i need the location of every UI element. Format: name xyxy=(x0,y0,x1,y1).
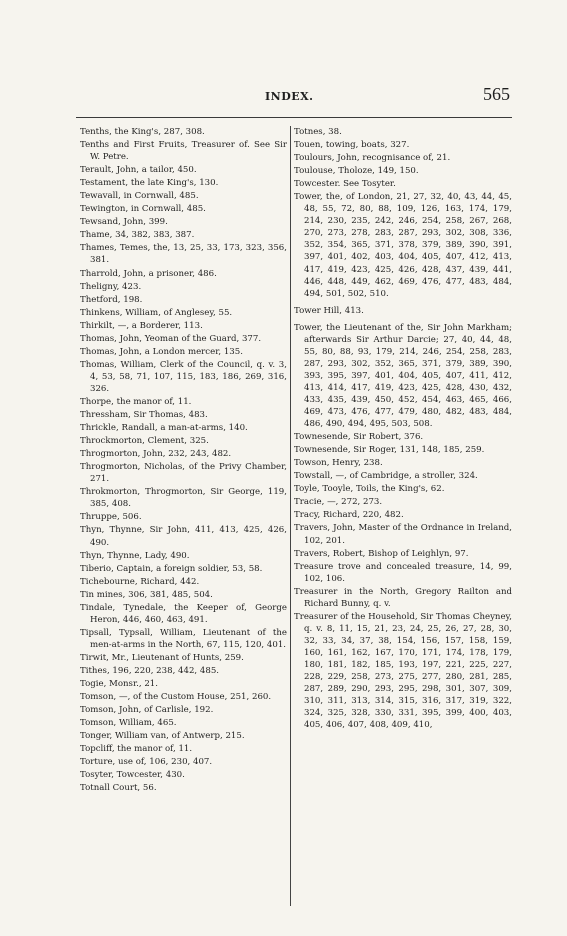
index-entry: Thorpe, the manor of, 11. xyxy=(80,396,192,407)
index-entry: Togie, Monsr., 21. xyxy=(80,679,158,690)
index-entry: Townesende, Sir Roger, 131, 148, 185, 259. xyxy=(294,445,485,456)
index-entry: Towcester. See Tosyter. xyxy=(294,179,396,190)
page-header xyxy=(80,84,510,110)
index-entry: Thame, 34, 382, 383, 387. xyxy=(80,230,195,241)
index-entry: Tiberio, Captain, a foreign soldier, 53, 58. xyxy=(80,563,263,574)
index-entry: Thirkilt, —, a Borderer, 113. xyxy=(80,320,203,331)
index-entry: Thinkens, William, of Anglesey, 55. xyxy=(80,307,233,318)
index-entry: Throgmorton, Nicholas, of the Privy Chamber, 271. xyxy=(80,462,287,485)
page-number: 565 xyxy=(483,84,510,104)
index-entry: Tewsand, John, 399. xyxy=(80,217,168,228)
index-entry: Townesende, Sir Robert, 376. xyxy=(294,432,424,443)
index-entry: Tenths, the King's, 287, 308. xyxy=(80,127,205,137)
index-entry: Tracie, —, 272, 273. xyxy=(294,497,383,508)
index-column-right xyxy=(294,126,512,732)
index-entry: Tichebourne, Richard, 442. xyxy=(80,576,200,587)
index-entry: Treasurer of the Household, Sir Thomas Cheyney, q. v. 8, 11, 15, 21, 23, 24, 25, 26, 27, 28, 30, 32, 33, 34, 37, 38, 154, 156, 157, 158, 159, 160, 161, 162, 167, 170, 171, 174, 178, 179, 180, 181, 182, 185, 193, 197, 221, 225, 227, 228, 229, 258, 273, 275, 277, 280, 281, 285, 287, 289, 290, 293, 295, 298, 301, 307, 309, 310, 311, 313, 314, 315, 316, 317, 319, 322, 324, 325, 328, 330, 331, 395, 399, 400, 403, 405, 406, 407, 408, 409, 410, xyxy=(294,611,512,731)
index-entry: Touen, towing, boats, 327. xyxy=(294,140,410,151)
index-entry: Tomson, John, of Carlisle, 192. xyxy=(80,705,214,716)
index-entry: Tindale, Tynedale, the Keeper of, George Heron, 446, 460, 463, 491. xyxy=(80,602,287,625)
index-entry: Toulouse, Tholoze, 149, 150. xyxy=(294,166,419,177)
index-entry: Travers, Robert, Bishop of Leighlyn, 97. xyxy=(294,548,469,559)
index-entry: Tipsall, Typsall, William, Lieutenant of the men-at-arms in the North, 67, 115, 120, 401. xyxy=(80,627,287,650)
index-entry: Tower Hill, 413. xyxy=(294,305,364,316)
index-entry: Tomson, William, 465. xyxy=(80,718,177,729)
index-column-left xyxy=(80,126,287,795)
index-entry: Theligny, 423. xyxy=(80,281,142,292)
index-entry: Tracy, Richard, 220, 482. xyxy=(294,510,404,521)
index-entry: Tewavall, in Cornwall, 485. xyxy=(80,191,199,202)
index-entry: Thrickle, Randall, a man-at-arms, 140. xyxy=(80,423,248,434)
index-entry: Thetford, 198. xyxy=(80,294,143,305)
index-entry: Tirwit, Mr., Lieutenant of Hunts, 259. xyxy=(80,652,244,663)
index-entry: Throckmorton, Clement, 325. xyxy=(80,436,209,447)
index-entry: Treasurer in the North, Gregory Railton and Richard Bunny, q. v. xyxy=(294,586,512,609)
index-entry: Thomas, John, a London mercer, 135. xyxy=(80,346,243,357)
index-entry: Torture, use of, 106, 230, 407. xyxy=(80,757,213,768)
index-entry: Tin mines, 306, 381, 485, 504. xyxy=(80,589,213,600)
index-entry: Throgmorton, John, 232, 243, 482. xyxy=(80,449,232,460)
index-entry: Travers, John, Master of the Ordnance in Ireland, 102, 201. xyxy=(294,523,512,546)
index-entry: Tharrold, John, a prisoner, 486. xyxy=(80,268,217,279)
index-entry: Tosyter, Towcester, 430. xyxy=(80,770,185,781)
index-entry: Thomas, John, Yeoman of the Guard, 377. xyxy=(80,333,262,344)
index-entry: Thames, Temes, the, 13, 25, 33, 173, 323, 356, 381. xyxy=(80,243,287,266)
index-entry: Treasure trove and concealed treasure, 14, 99, 102, 106. xyxy=(294,561,512,584)
index-entry: Toulours, John, recognisance of, 21. xyxy=(294,153,451,164)
index-entry: Tewington, in Cornwall, 485. xyxy=(80,204,206,215)
index-entry: Totnall Court, 56. xyxy=(80,783,157,794)
column-divider xyxy=(290,126,291,906)
index-entry: Towson, Henry, 238. xyxy=(294,458,383,469)
index-entry: Terault, John, a tailor, 450. xyxy=(80,165,197,176)
index-entry: Toyle, Tooyle, Toils, the King's, 62. xyxy=(294,484,445,495)
index-entry: Tonger, William van, of Antwerp, 215. xyxy=(80,731,245,742)
index-entry: Thyn, Thynne, Sir John, 411, 413, 425, 426, 490. xyxy=(80,525,287,548)
index-entry: Thomas, William, Clerk of the Council, q. v. 3, 4, 53, 58, 71, 107, 115, 183, 186, 269, 316, 326. xyxy=(80,359,287,394)
index-entry: Tomson, —, of the Custom House, 251, 260. xyxy=(80,692,272,703)
index-entry: Tenths and First Fruits, Treasurer of. See Sir W. Petre. xyxy=(80,140,287,163)
header-rule xyxy=(76,117,512,118)
index-entry: Tower, the, of London, 21, 27, 32, 40, 43, 44, 45, 48, 55, 72, 80, 88, 109, 126, 163, 174, 179, 214, 230, 235, 242, 246, 254, 258, 267, 268, 270, 273, 278, 283, 287, 293, 302, 308, 336, 352, 354, 365, 371, 378, 379, 389, 390, 391, 397, 401, 402, 403, 404, 405, 407, 412, 413, 417, 419, 423, 425, 426, 428, 437, 439, 441, 446, 448, 449, 462, 469, 476, 477, 483, 484, 494, 501, 502, 510. xyxy=(294,192,512,299)
index-entry: Totnes, 38. xyxy=(294,127,342,137)
index-entry: Topcliff, the manor of, 11. xyxy=(80,744,193,755)
page-title: INDEX. xyxy=(265,90,314,103)
index-entry: Testament, the late King's, 130. xyxy=(80,178,219,189)
index-entry: Towstall, —, of Cambridge, a stroller, 324. xyxy=(294,471,478,482)
index-entry: Tithes, 196, 220, 238, 442, 485. xyxy=(80,665,220,676)
index-entry: Throkmorton, Throgmorton, Sir George, 119, 385, 408. xyxy=(80,487,287,510)
index-entry: Thyn, Thynne, Lady, 490. xyxy=(80,550,190,561)
index-entry: Thressham, Sir Thomas, 483. xyxy=(80,410,208,421)
index-entry: Tower, the Lieutenant of the, Sir John Markham; afterwards Sir Arthur Darcie; 27, 40, 44, 48, 55, 80, 88, 93, 179, 214, 246, 254, 258, 283, 287, 293, 302, 352, 365, 371, 379, 389, 390, 393, 395, 397, 401, 404, 405, 407, 411, 412, 413, 414, 417, 419, 423, 425, 428, 430, 432, 433, 435, 439, 450, 452, 454, 463, 465, 466, 469, 473, 476, 477, 479, 480, 482, 483, 484, 486, 490, 494, 495, 503, 508. xyxy=(294,322,512,430)
index-entry: Thruppe, 506. xyxy=(80,512,142,523)
